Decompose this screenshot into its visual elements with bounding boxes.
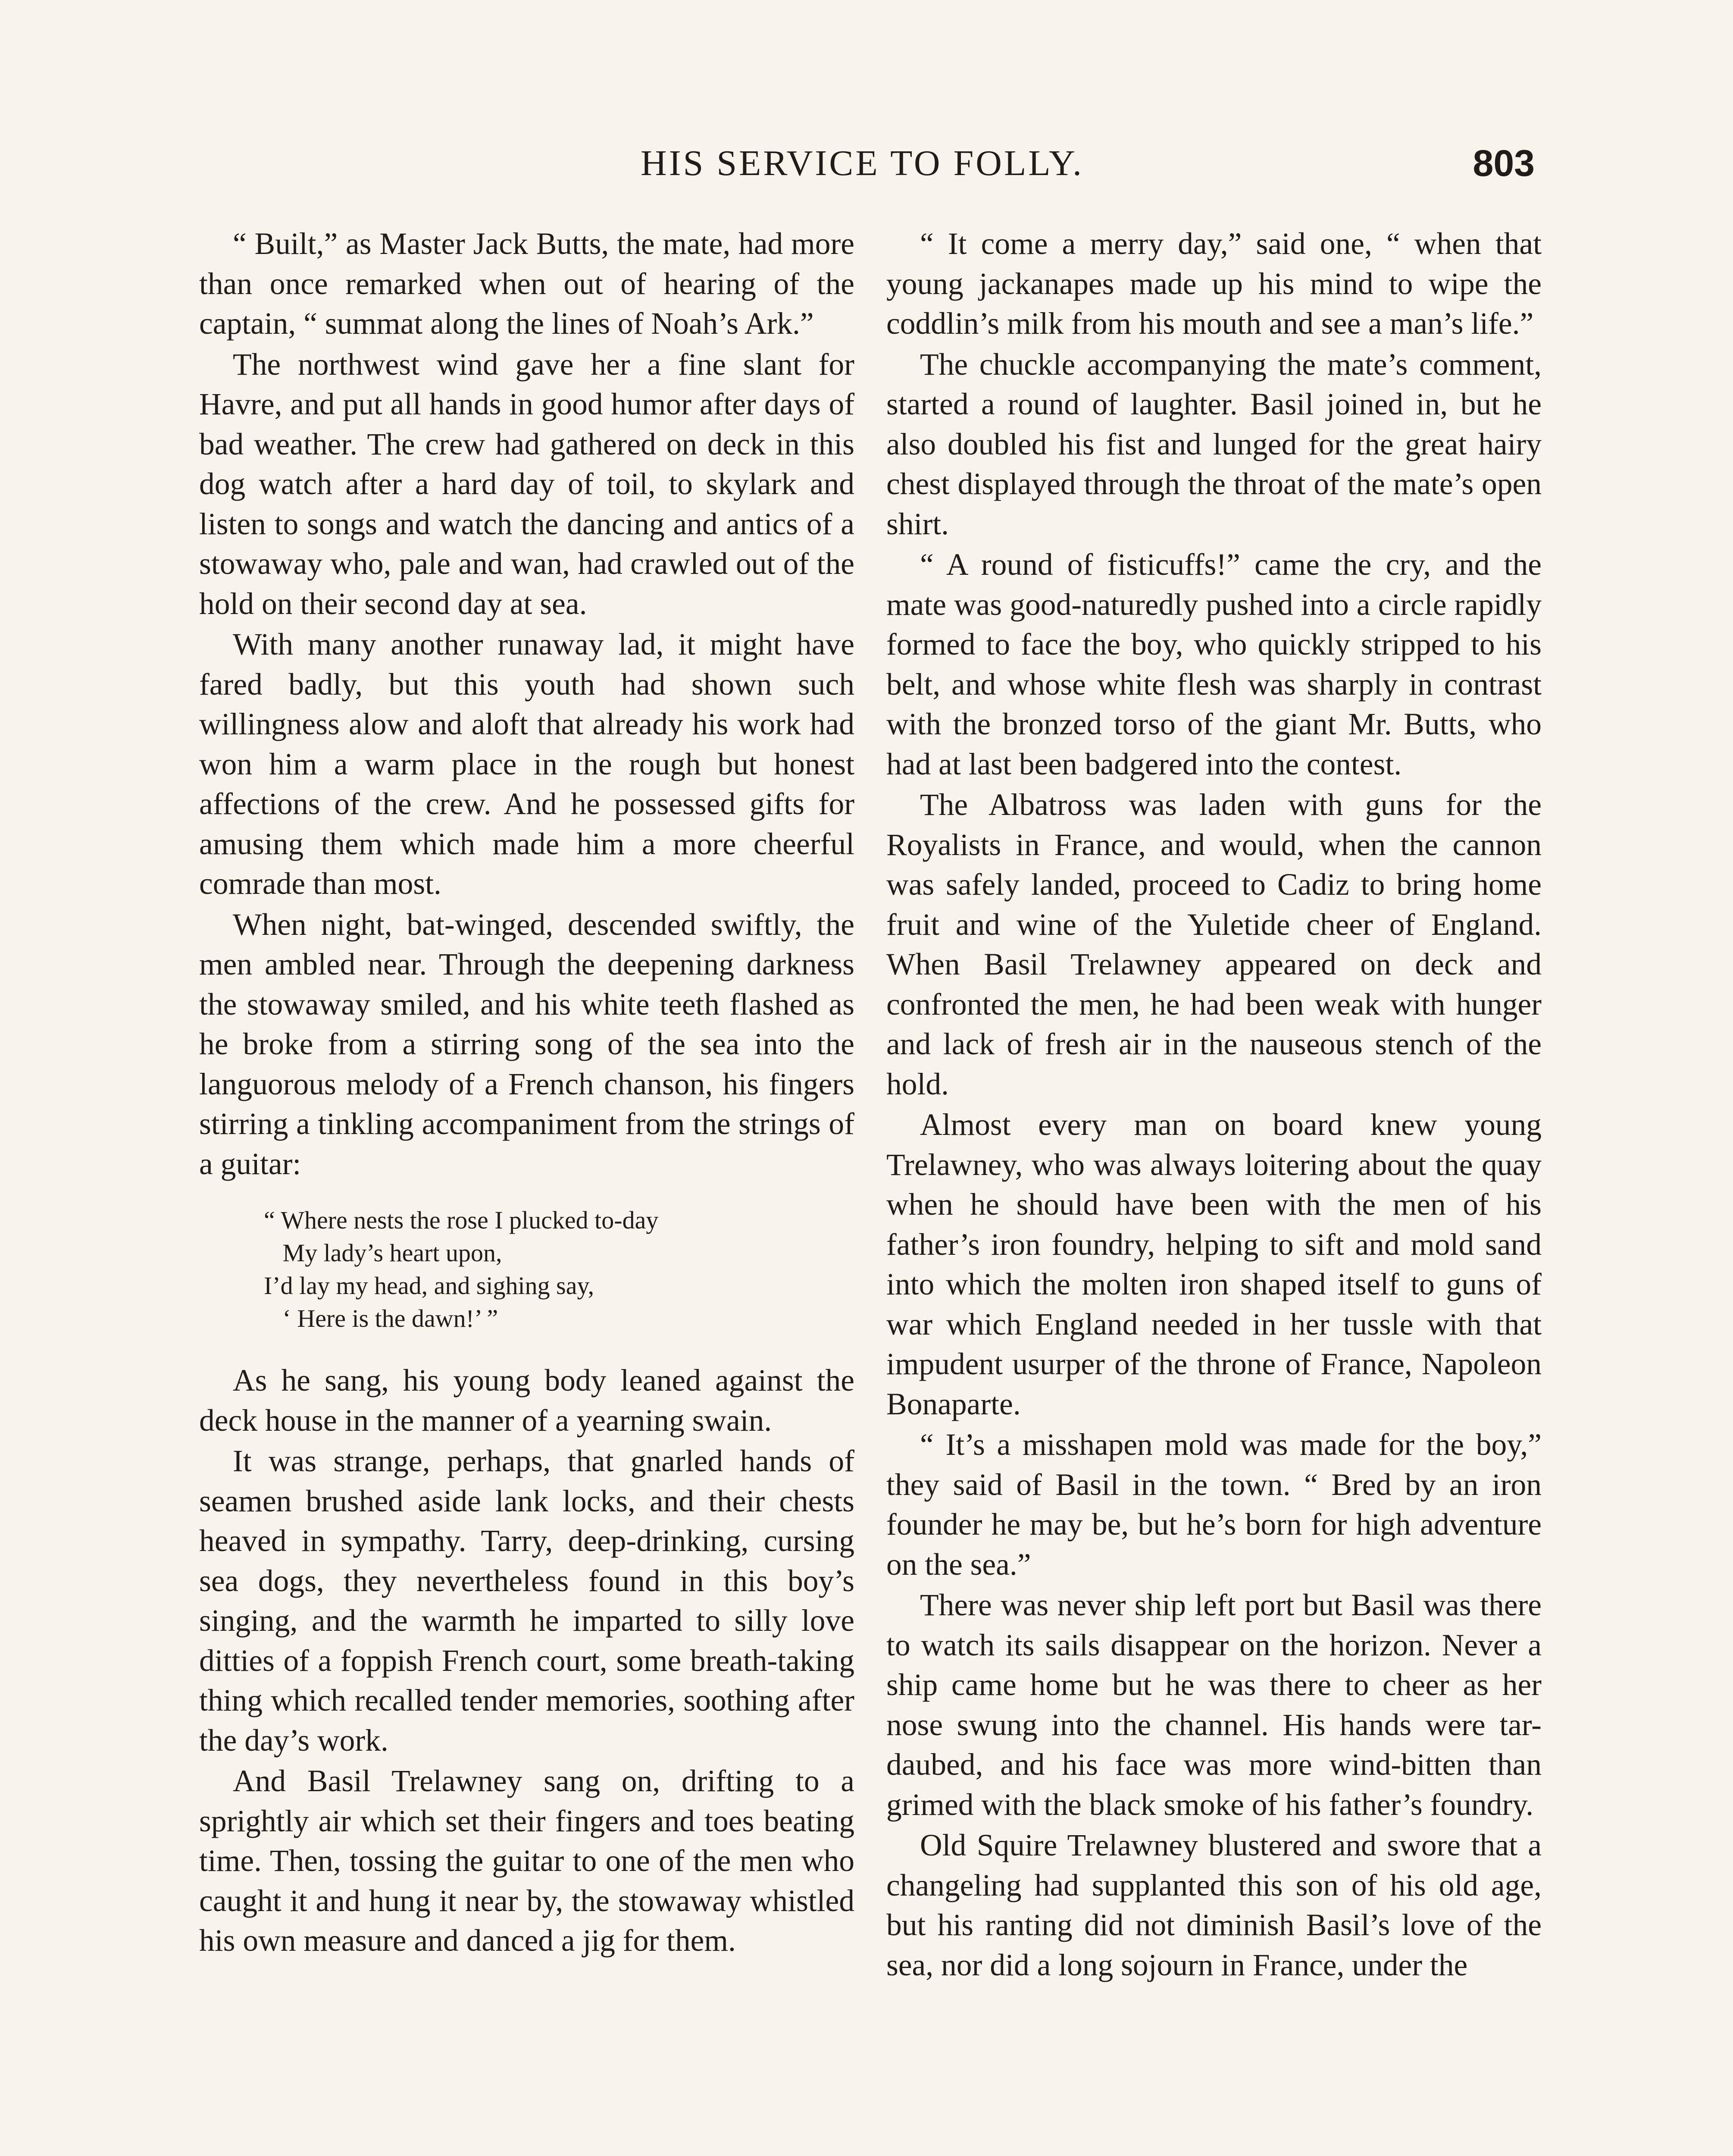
paragraph: “ It’s a misshapen mold was made for the boy,” they said of Basil in the town. “ Bred by an iron founder he may be, but he’s born for high adventure on the sea.” <box>886 1428 1542 1582</box>
page-header <box>190 142 1535 203</box>
running-title: HIS SERVICE TO FOLLY. <box>640 143 1084 183</box>
verse-line: I’d lay my head, and sighing say, <box>264 1272 594 1300</box>
paragraph: The northwest wind gave her a fine slant for Havre, and put all hands in good humor after days of bad weather. The crew had gathered on deck in this dog watch after a hard day of toil, to skylark and listen to songs and watch the dancing and antics of a stowaway who, pale and wan, had crawled out of the hold on their second day at sea. <box>199 347 854 621</box>
paragraph: It was strange, perhaps, that gnarled hands of seamen brushed aside lank locks, and their chests heaved in sympathy. Tarry, deep-drinking, cursing sea dogs, they nevertheless found in this boy’s singing, and the warmth he imparted to silly love ditties of a foppish French court, some breath-taking thing which recalled tender memories, soothing after the day’s work. <box>199 1444 854 1758</box>
page-number: 803 <box>1473 143 1535 184</box>
paragraph: Old Squire Trelawney blustered and swore that a changeling had supplanted this son of his old age, but his ranting did not diminish Basil’s love of the sea, nor did a long sojourn in France, under the <box>886 1828 1542 1982</box>
paragraph: There was never ship left port but Basil was there to watch its sails disappear on the horizon. Never a ship came home but he was there to cheer as her nose swung into the channel. His hands were tar-daubed, and his face was more wind-bitten than grimed with the black smoke of his father’s foundry. <box>886 1588 1542 1822</box>
paragraph: “ Built,” as Master Jack Butts, the mate, had more than once remarked when out of hearing of the captain, “ summat along the lines of Noah’s Ark.” <box>199 227 854 341</box>
paragraph: The chuckle accompanying the mate’s comment, started a round of laughter. Basil joined in, but he also doubled his fist and lunged for the great hairy chest displayed through the throat of the mate’s open shirt. <box>886 347 1542 541</box>
paragraph: The Albatross was laden with guns for the Royalists in France, and would, when the cannon was safely landed, proceed to Cadiz to bring home fruit and wine of the Yuletide cheer of England. When Basil Trelawney appeared on deck and confronted the men, he had been weak with hunger and lack of fresh air in the nauseous stench of the hold. <box>886 788 1542 1101</box>
paragraph: “ A round of fisticuffs!” came the cry, and the mate was good-naturedly pushed into a circle rapidly formed to face the boy, who quickly stripped to his belt, and whose white flesh was sharply in contrast with the bronzed torso of the giant Mr. Butts, who had at last been badgered into the contest. <box>886 548 1542 781</box>
paragraph: With many another runaway lad, it might have fared badly, but this youth had shown such willingness alow and aloft that already his work had won him a warm place in the rough but honest affections of the crew. And he possessed gifts for amusing them which made him a more cheerful comrade than most. <box>199 627 854 901</box>
paragraph: “ It come a merry day,” said one, “ when that young jackanapes made up his mind to wipe the coddlin’s milk from his mouth and see a man’s life.” <box>886 227 1542 341</box>
paragraph: And Basil Trelawney sang on, drifting to a sprightly air which set their fingers and toes beating time. Then, tossing the guitar to one of the men who caught it and hung it near by, the stowaway whistled his own measure and danced a jig for them. <box>199 1764 854 1958</box>
verse-line: ‘ Here is the dawn!’ ” <box>264 1304 498 1332</box>
left-column <box>199 224 854 1962</box>
song-verse <box>199 1204 854 1335</box>
right-column <box>886 224 1542 1986</box>
paragraph: Almost every man on board knew young Trelawney, who was always loitering about the quay when he should have been with the men of his father’s iron foundry, helping to sift and mold sand into which the molten iron shaped itself to guns of war which England needed in her tussle with that impudent usurper of the throne of France, Napoleon Bonaparte. <box>886 1108 1542 1421</box>
verse-line: “ Where nests the rose I plucked to-day <box>264 1206 659 1234</box>
paragraph: When night, bat-winged, descended swiftly, the men ambled near. Through the deepening darkness the stowaway smiled, and his white teeth flashed as he broke from a stirring song of the sea into the languorous melody of a French chanson, his fingers stirring a tinkling accompaniment from the strings of a guitar: <box>199 907 854 1181</box>
paragraph: As he sang, his young body leaned against the deck house in the manner of a yearning swain. <box>199 1363 854 1438</box>
verse-line: My lady’s heart upon, <box>264 1239 502 1267</box>
